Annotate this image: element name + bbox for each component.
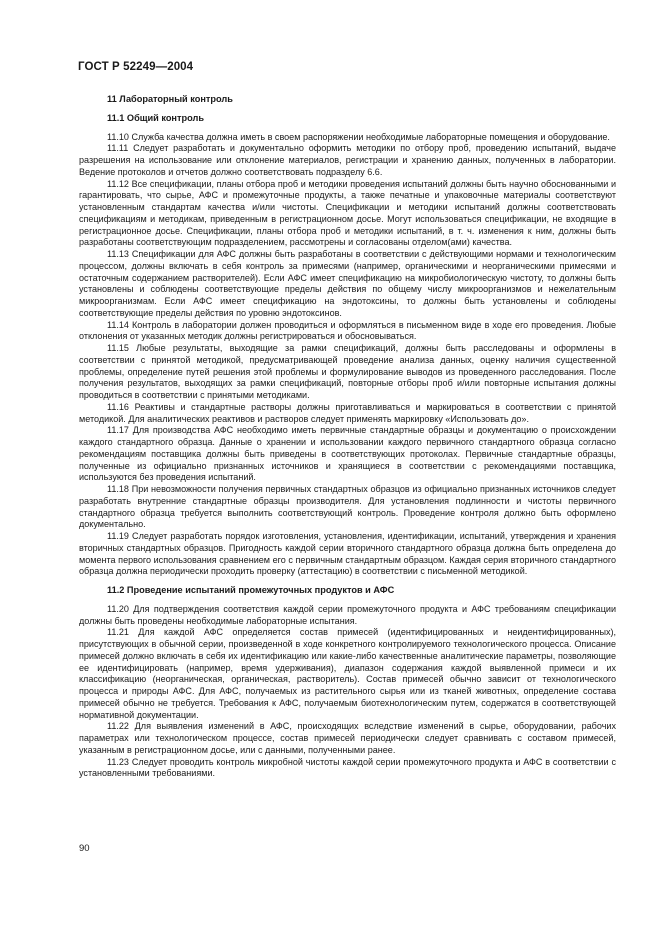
standard-code-header: ГОСТ Р 52249—2004 [78, 61, 194, 73]
paragraph-11-15: 11.15 Любые результаты, выходящие за рамки спецификаций, должны быть расследованы и оформлены в соответствии с принятой методикой, предусматривающей проведение анализа данных, оценку наличия существенной проблемы, определение путей решения этой проблемы и формулирование выводов из проведенного расследования. После получения результатов, выходящих за рамки спецификаций, повторные отборы проб и/или повторные испытания должны проводиться в соответствии с принятыми методиками. [79, 343, 616, 400]
paragraph-11-13: 11.13 Спецификации для АФС должны быть разработаны в соответствии с действующими нормами и технологическим процессом, должны включать в себя контроль за примесями (например, органическими и неорганическими примесями и остаточным содержанием растворителей). Если АФС имеет спецификацию на микробиологическую чистоту, то должны быть установлены и соблюдены соответствующие пределы действия по общему числу микроорганизмов и нежелательным микроорганизмам. Если АФС имеет спецификацию на эндотоксины, то должны быть установлены и соблюдены соответствующие пределы действия по уровню эндотоксинов. [79, 249, 616, 318]
paragraph-11-14: 11.14 Контроль в лаборатории должен проводиться и оформляться в письменном виде в ходе его проведения. Любые отклонения от указанных методик должны регистрироваться и обосновываться. [79, 319, 616, 342]
page-number: 90 [79, 843, 90, 854]
subsection-title-testing: 11.2 Проведение испытаний промежуточных продуктов и АФС [107, 585, 395, 595]
section-title: 11 Лабораторный контроль [107, 94, 233, 104]
paragraph-11-22: 11.22 Для выявления изменений в АФС, происходящих вследствие изменений в сырье, оборудовании, рабочих параметрах или технологическом процессе, состав примесей периодически следует сравнивать с составом примесей, указанным в регистрационном досье, или с данными, полученными ранее. [79, 721, 616, 755]
paragraph-11-21: 11.21 Для каждой АФС определяется состав примесей (идентифицированных и неидентифицированных), присутствующих в обычной серии, произведенной в ходе конкретного контролируемого технологического процесса. Описание примесей должно включать в себя их идентификацию или какие-либо качественные аналитические параметры, позволяющие ее идентифицировать (например, время удерживания), диапазон содержания каждой выявленной примеси и их классификацию (неорганическая, органическая, растворитель). Состав примесей обычно зависит от технологического процесса и природы АФС. Для АФС, получаемых из растительного сырья или из тканей животных, определение состава примесей обычно не требуется. Требования к АФС, получаемым биотехнологическим путем, содержатся в соответствующей нормативной документации. [79, 627, 616, 720]
document-body [79, 94, 616, 780]
subsection-title-general-control: 11.1 Общий контроль [107, 112, 204, 123]
paragraph-11-10: 11.10 Служба качества должна иметь в своем распоряжении необходимые лабораторные помещения и оборудование. [107, 131, 610, 142]
paragraph-11-18: 11.18 При невозможности получения первичных стандартных образцов из официально признанных источников следует разработать внутренние стандартные образцы производителя. Для установления подлинности и чистоты первичного стандартного образца требуется выполнить соответствующий контроль. Проведение контроля должно быть оформлено документально. [79, 484, 616, 530]
paragraph-11-11: 11.11 Следует разработать и документально оформить методики по отбору проб, проведению испытаний, выдаче разрешения на использование или отклонение материалов, регистрации и хранению данных, полученных в лаборатории. Ведение протоколов и отчетов должно соответствовать подразделу 6.6. [79, 143, 616, 177]
paragraph-11-19: 11.19 Следует разработать порядок изготовления, установления, идентификации, испытаний, утверждения и хранения вторичных стандартных образцов. Пригодность каждой серии вторичного стандартного образца должна быть определена до момента первого использования сравнением его с первичным стандартным образцом. Каждая серия вторичного стандартного образца должна периодически проходить проверку (аттестацию) в соответствии с письменной методикой. [79, 531, 616, 577]
paragraph-11-17: 11.17 Для производства АФС необходимо иметь первичные стандартные образцы и документацию о происхождении каждого стандартного образца. Данные о хранении и использовании каждого первичного стандартного образца согласно рекомендациям поставщика должны быть приведены в соответствующих протоколах. Первичные стандартные образцы, полученные из официально признанных источников и хранящиеся в соответствии с рекомендациями поставщика, используются без проведения испытаний. [79, 425, 616, 483]
paragraph-11-23: 11.23 Следует проводить контроль микробной чистоты каждой серии промежуточного продукта и АФС в соответствии с установленными требованиями. [79, 756, 616, 779]
paragraph-11-20: 11.20 Для подтверждения соответствия каждой серии промежуточного продукта и АФС требованиям спецификации должны быть проведены необходимые лабораторные испытания. [79, 603, 616, 626]
paragraph-11-12: 11.12 Все спецификации, планы отбора проб и методики проведения испытаний должны быть научно обоснованными и гарантировать, что сырье, АФС и промежуточные продукты, а также печатные и упаковочные материалы соответствуют установленным стандартам качества и/или чистоты. Спецификации и методики испытаний должны соответствовать спецификациям и методикам, приведенным в регистрационном досье. Могут использоваться спецификации, не входящие в регистрационное досье. Спецификации, планы отбора проб и методики испытаний, в т. ч. изменения к ним, должны быть разработаны соответствующим подразделением, рассмотрены и согласованы отделом(ами) качества. [79, 178, 616, 248]
paragraph-11-16: 11.16 Реактивы и стандартные растворы должны приготавливаться и маркироваться в соответствии с принятой методикой. Для аналитических реактивов и растворов следует применять маркировку «Использовать до». [79, 401, 616, 424]
